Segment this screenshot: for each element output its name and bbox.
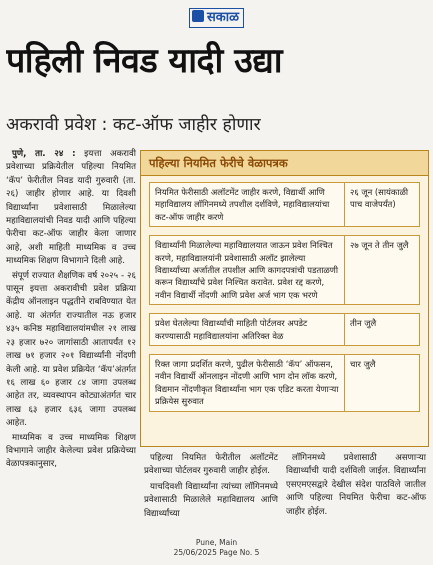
schedule-row	[149, 354, 420, 412]
schedule-row-date: तीन जुलै	[350, 318, 377, 329]
edition-label: Pune, Main	[195, 538, 238, 547]
logo-mark-icon	[192, 10, 204, 22]
schedule-box	[140, 150, 429, 447]
subheadline: अकरावी प्रवेश : कट-ऑफ जाहीर होणार	[6, 115, 261, 135]
schedule-row-desc: नियमित फेरीसाठी अलॉटमेंट जाहीर करणे, विद्यार्थी आणि महाविद्यालय लॉगिनमध्ये तपशील दर्शविणे, महाविद्यालयांचा कट-ऑफ जाहीर करणे	[150, 183, 345, 226]
schedule-row	[149, 313, 420, 346]
article-paragraph: याचदिवशी विद्यार्थ्यांना त्यांच्या लॉगिनमध्ये प्रवेशासाठी मिळालेले महाविद्यालय आणि विद्यार्थ्यांच्या	[144, 481, 278, 519]
article-right-column	[286, 452, 426, 521]
article-paragraph: संपूर्ण राज्यात शैक्षणिक वर्ष २०२५ - २६ पासून इयत्ता अकरावीची प्रवेश प्रक्रिया केंद्रीय ऑनलाइन पद्धतीने राबविण्यात येत आहे. या अंतर्गत राज्यातील नऊ हजार ४३५ कनिष्ठ महाविद्यालयांमधील २१ लाख २३ हजार ७२० जागांसाठी आतापर्यंत १२ लाख ७१ हजार २०१ विद्यार्थ्यांनी नोंदणी केली आहे. या प्रवेश प्रक्रियेत ‘कॅप’अंतर्गत १६ लाख ६० हजार ८४ जागा उपलब्ध आहेत तर, व्यवस्थापन कोट्याअंतर्गत चार लाख ६३ हजार ६३६ जागा उपलब्ध आहेत.	[6, 270, 136, 429]
schedule-rows	[141, 176, 428, 412]
article-paragraph: लॉगिनमध्ये प्रवेशासाठी असणाऱ्या विद्यार्थ्यांची यादी दर्शविली जाईल. विद्यार्थ्यांना एसएमएसद्वारे देखील संदेश पाठविले जातील आणि पहिल्या नियमित फेरीचा कट-ऑफ जाहीर होईल.	[286, 453, 426, 517]
schedule-row-desc: विद्यार्थ्यांनी मिळालेल्या महाविद्यालयात जाऊन प्रवेश निश्चित करणे, महाविद्यालयांनी प्रवेशासाठी अलॉट झालेल्या विद्यार्थ्यांच्या अर्जातील तपशील आणि कागदपत्रांची पडताळणी करून विद्यार्थ्यांचे प्रवेश निश्चित करावेत. प्रवेश रद्द करणे, नवीन विद्यार्थी नोंदणी आणि प्रवेश अर्ज भाग एक भरणे	[150, 236, 345, 304]
article-paragraph: माध्यमिक व उच्च माध्यमिक शिक्षण विभागाने जाहीर केलेल्या प्रवेश प्रक्रियेच्या वेळापत्रकानुसार,	[6, 432, 136, 470]
article-left-column	[6, 148, 136, 473]
page-footer	[0, 538, 433, 558]
article-paragraph	[6, 148, 136, 269]
schedule-row-date: २७ जून ते तीन जुलै	[350, 240, 409, 251]
newspaper-logo	[189, 8, 244, 28]
paragraph-text: इयत्ता अकरावी प्रवेशाच्या प्रक्रियेतील पहिल्या नियमित ‘कॅप’ फेरीतील निवड यादी गुरुवारी (ता. २६) जाहीर होणार आहे. या दिवशी विद्यार्थ्यांना प्रवेशासाठी मिळालेल्या महाविद्यालयांची निवड यादी आणि पहिल्या फेरीचा कट-ऑफ जाहीर केला जाणार आहे, अशी माहिती माध्यमिक व उच्च माध्यमिक शिक्षण विभागाने दिली आहे.	[6, 149, 136, 267]
schedule-row	[149, 182, 420, 227]
schedule-title: पहिल्या नियमित फेरीचे वेळापत्रक	[141, 151, 428, 176]
logo-text: सकाळ	[206, 10, 240, 25]
article-middle-column	[144, 452, 278, 523]
schedule-row-date: चार जुलै	[350, 359, 376, 370]
article-paragraph: पहिल्या नियमित फेरीतील अलॉटमेंट प्रवेशाच्या पोर्टलवर गुरुवारी जाहीर होईल.	[144, 453, 278, 477]
date-page-label: 25/06/2025 Page No. 5	[173, 548, 260, 557]
schedule-row-desc: प्रवेश घेतलेल्या विद्यार्थ्यांची माहिती पोर्टलवर अपडेट करण्यासाठी महाविद्यालयांना अतिरिक्त वेळ	[150, 314, 345, 345]
masthead	[0, 6, 433, 28]
headline: पहिली निवड यादी उद्या	[6, 41, 283, 81]
dateline: पुणे, ता. २४ :	[12, 149, 76, 159]
schedule-row-date: २६ जून (सायंकाळी पाच वाजेपर्यंत)	[350, 187, 408, 210]
schedule-row	[149, 235, 420, 305]
schedule-row-desc: रिक्त जागा प्रदर्शित करणे, पुढील फेरीसाठी ‘कॅप’ ऑफसन, नवीन विद्यार्थी ऑनलाइन नोंदणी आणि भाग दोन लॉक करणे, विद्यमान नोंदणीकृत विद्यार्थ्यांना भाग एक एडिट करता येणाऱ्या प्रक्रियेस सुरुवात	[150, 355, 345, 411]
